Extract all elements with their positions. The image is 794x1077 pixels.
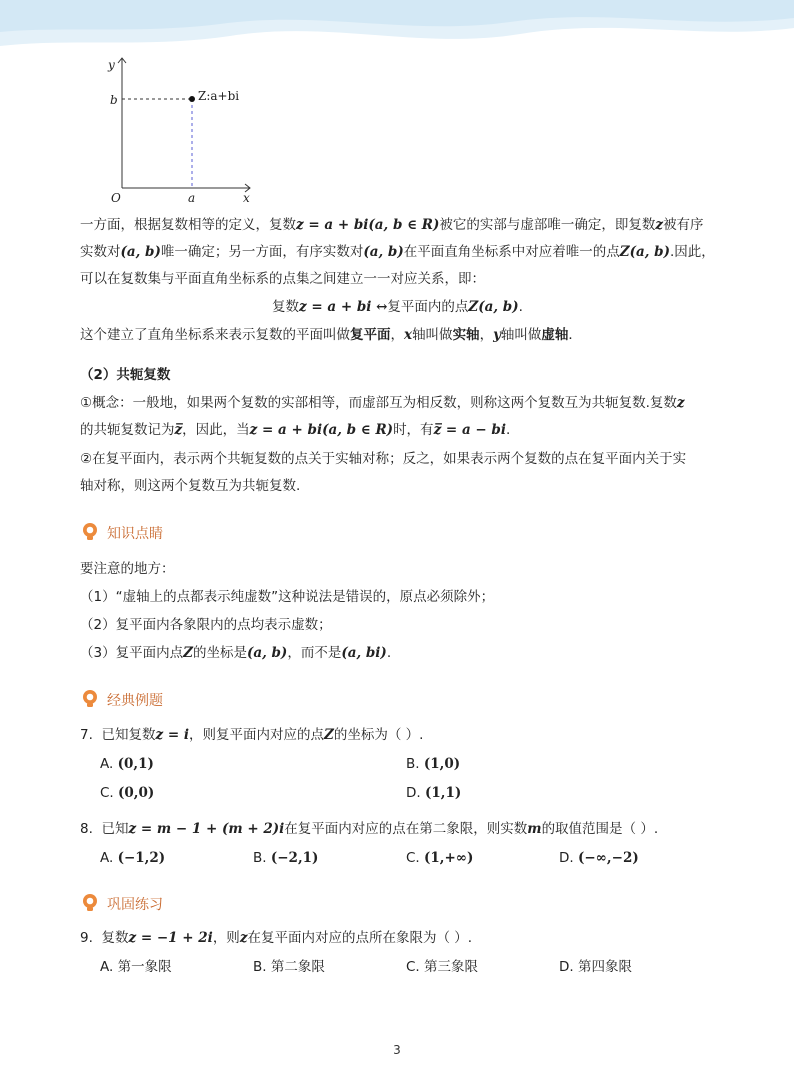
conjugate-line3: ②在复平面内，表示两个共轭复数的点关于实轴对称；反之，如果表示两个复数的点在复平面内关于实 <box>80 451 687 467</box>
q9-option-c[interactable]: C. 第三象限 <box>406 959 479 975</box>
lightbulb-icon <box>80 893 100 913</box>
note-1: （1）“虚轴上的点都表示纯虚数”这种说法是错误的，原点必须除外； <box>80 589 495 605</box>
para1-line3: 可以在复数集与平面直角坐标系的点集之间建立一一对应关系，即： <box>80 271 485 287</box>
point-z <box>189 96 195 102</box>
tick-b-label: b <box>110 93 118 107</box>
question-7: 7. 已知复数z = i，则复平面内对应的点Z的坐标为（ ）. <box>80 727 424 743</box>
note-3: （3）复平面内点Z的坐标是(a, b)，而不是(a, bi). <box>80 645 392 661</box>
para1-line5: 这个建立了直角坐标系来表示复数的平面叫做复平面，x轴叫做实轴，y轴叫做虚轴． <box>80 327 582 343</box>
q7-option-c[interactable]: C. (0,0) <box>100 785 155 801</box>
para1-line1: 一方面，根据复数相等的定义，复数z = a + bi(a, b ∈ R)被它的实部与虚部唯一确定，即复数z被有序 <box>80 217 704 233</box>
para1-formula: 复数z = a + bi ↔复平面内的点Z(a, b). <box>272 299 523 315</box>
q8-option-d[interactable]: D. (−∞,−2) <box>559 850 639 866</box>
q7-option-d[interactable]: D. (1,1) <box>406 785 462 801</box>
conjugate-heading: （2）共轭复数 <box>80 367 171 383</box>
q8-option-a[interactable]: A. (−1,2) <box>100 850 166 866</box>
section-title-knowledge: 知识点睛 <box>107 526 163 542</box>
q7-option-b[interactable]: B. (1,0) <box>406 756 461 772</box>
section-title-practice: 巩固练习 <box>107 897 163 913</box>
q9-option-a[interactable]: A. 第一象限 <box>100 959 172 975</box>
para1-line2: 实数对(a, b)唯一确定；另一方面，有序实数对(a, b)在平面直角坐标系中对应着唯一的点Z(a, b).因此， <box>80 244 715 260</box>
conjugate-line1: ①概念：一般地，如果两个复数的实部相等，而虚部互为相反数，则称这两个复数互为共轭复数.复数z <box>80 395 685 411</box>
lightbulb-icon <box>80 689 100 709</box>
page-number: 3 <box>393 1043 401 1057</box>
lightbulb-icon <box>80 522 100 542</box>
point-z-label: Z:a+bi <box>198 89 240 103</box>
q7-option-a[interactable]: A. (0,1) <box>100 756 154 772</box>
question-9: 9. 复数z = −1 + 2i，则z在复平面内对应的点所在象限为（ ）. <box>80 930 473 946</box>
note-2: （2）复平面内各象限内的点均表示虚数； <box>80 617 332 633</box>
question-8: 8. 已知z = m − 1 + (m + 2)i在复平面内对应的点在第二象限，则实数m的取值范围是（ ）. <box>80 821 659 837</box>
y-axis-label: y <box>108 58 115 72</box>
origin-label: O <box>111 191 121 205</box>
q9-option-d[interactable]: D. 第四象限 <box>559 959 632 975</box>
section-title-examples: 经典例题 <box>107 693 163 709</box>
tick-a-label: a <box>188 191 196 205</box>
q8-option-b[interactable]: B. (−2,1) <box>253 850 319 866</box>
conjugate-line2: 的共轭复数记为z̅，因此，当z = a + bi(a, b ∈ R)时，有z̅ = a − bi. <box>80 422 511 438</box>
q9-option-b[interactable]: B. 第二象限 <box>253 959 325 975</box>
q8-option-c[interactable]: C. (1,+∞) <box>406 850 474 866</box>
x-axis-label: x <box>243 191 250 205</box>
complex-plane-graph <box>90 52 270 207</box>
notes-intro: 要注意的地方： <box>80 561 175 577</box>
conjugate-line4: 轴对称，则这两个复数互为共轭复数. <box>80 478 301 494</box>
